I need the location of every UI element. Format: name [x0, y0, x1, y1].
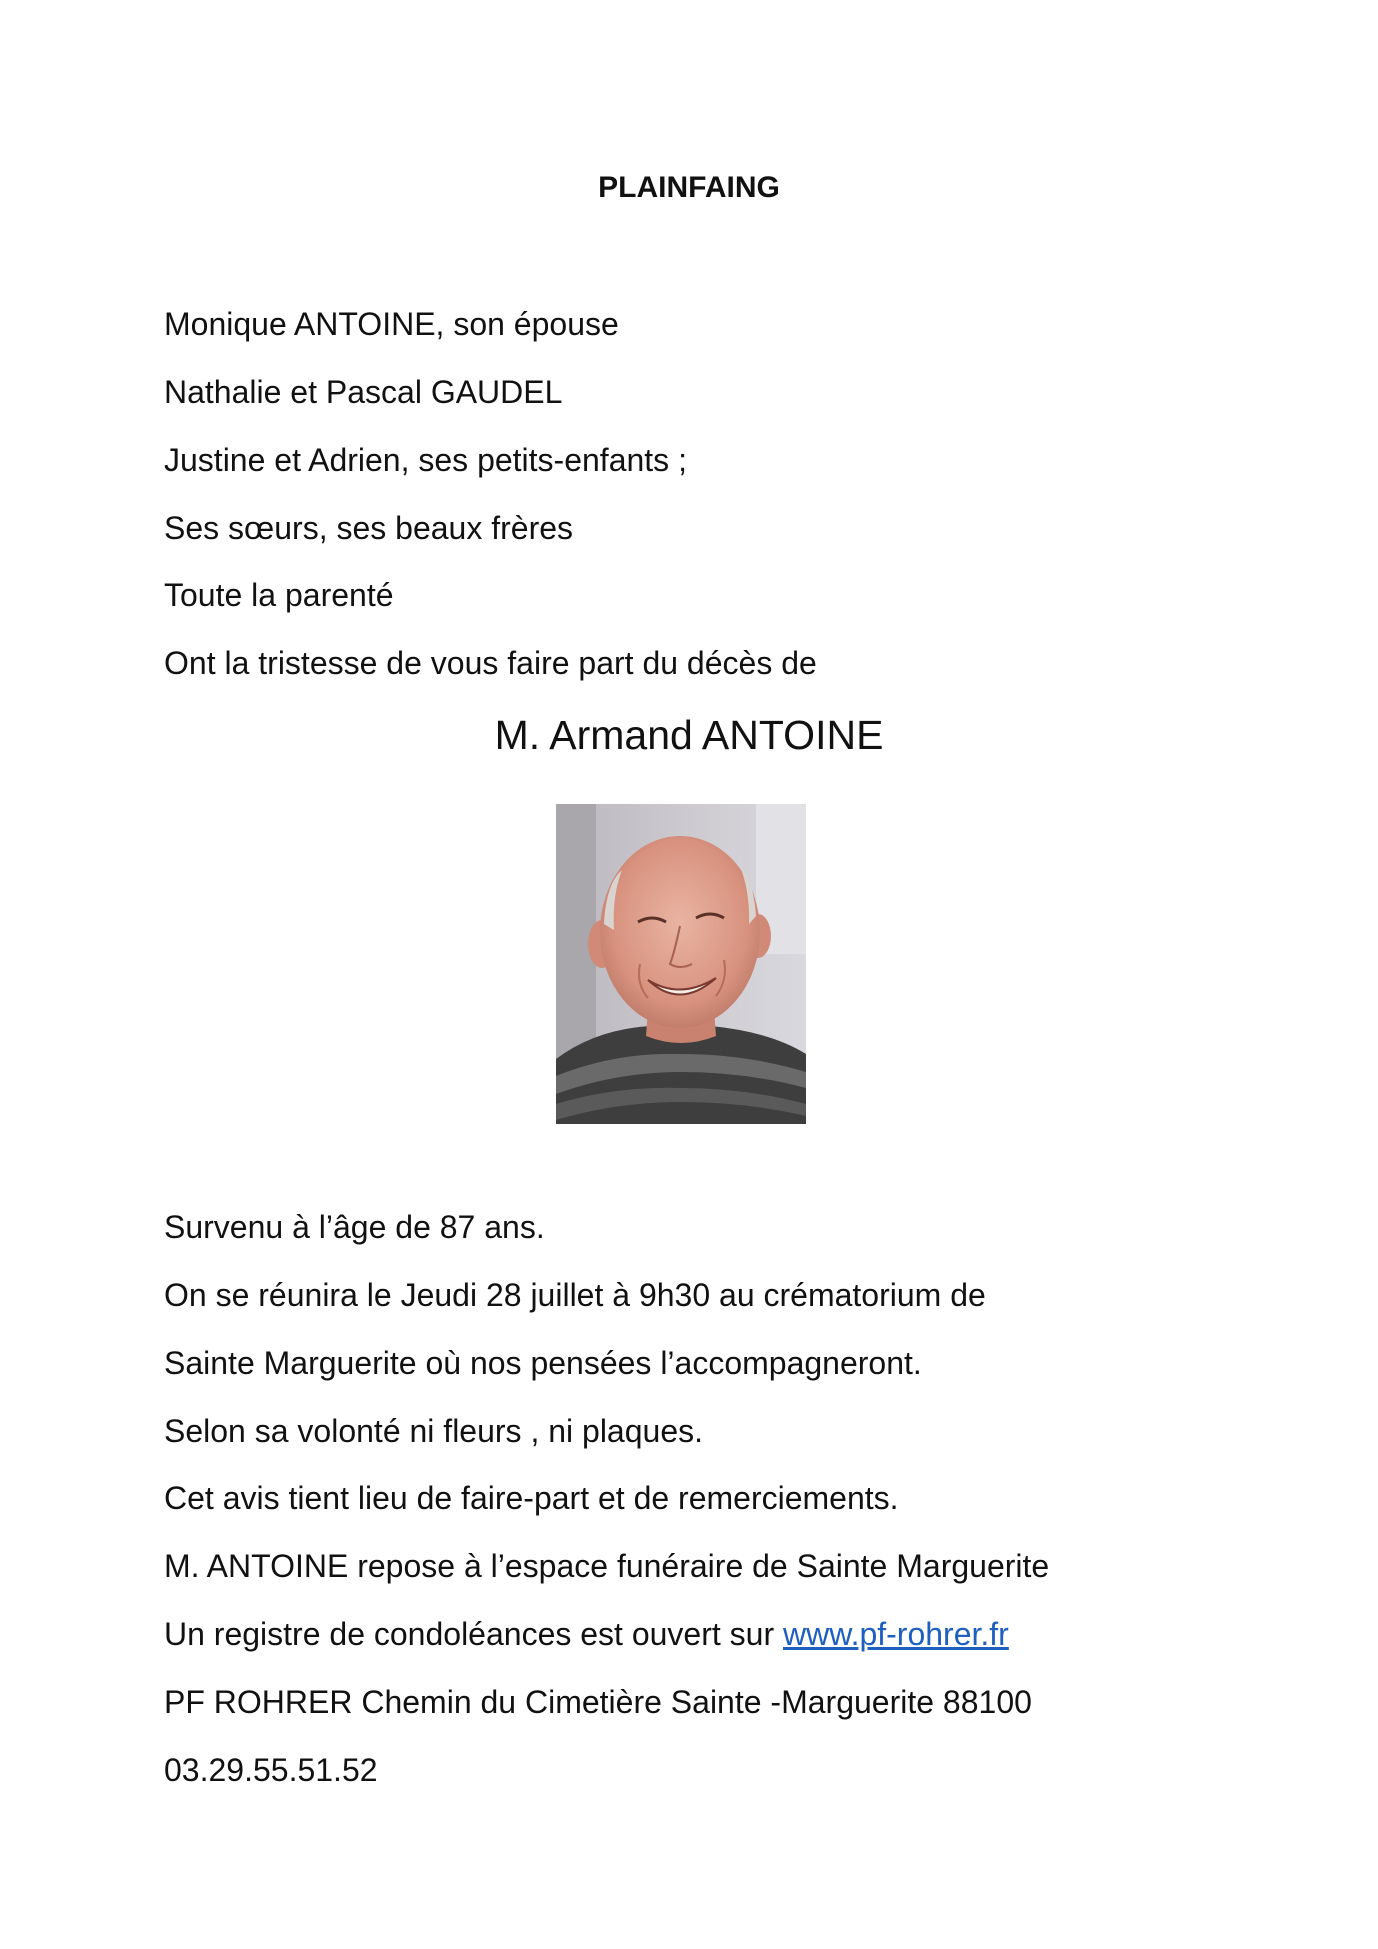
town-heading: PLAINFAING — [598, 171, 780, 204]
ceremony-line-1: On se réunira le Jeudi 28 juillet à 9h30 au crématorium de — [164, 1277, 986, 1313]
family-line-children: Nathalie et Pascal GAUDEL — [164, 374, 563, 410]
family-line-spouse: Monique ANTOINE, son épouse — [164, 306, 619, 342]
family-line-grandchildren: Justine et Adrien, ses petits-enfants ; — [164, 442, 687, 478]
address-line: PF ROHRER Chemin du Cimetière Sainte -Marguerite 88100 — [164, 1684, 1032, 1720]
register-line — [164, 1614, 1009, 1654]
announcement-line: Ont la tristesse de vous faire part du décès de — [164, 645, 817, 681]
family-line-relatives: Toute la parenté — [164, 577, 394, 613]
portrait-photo — [556, 804, 806, 1124]
condolences-link[interactable]: www.pf-rohrer.fr — [783, 1616, 1009, 1652]
register-prefix: Un registre de condoléances est ouvert sur — [164, 1616, 775, 1652]
notice-line: Cet avis tient lieu de faire-part et de remerciements. — [164, 1480, 899, 1516]
ceremony-line-2: Sainte Marguerite où nos pensées l’accompagneront. — [164, 1345, 922, 1381]
family-line-siblings: Ses sœurs, ses beaux frères — [164, 510, 574, 546]
phone-number: 03.29.55.51.52 — [164, 1752, 378, 1788]
wishes-line: Selon sa volonté ni fleurs , ni plaques. — [164, 1413, 703, 1449]
age-line: Survenu à l’âge de 87 ans. — [164, 1209, 545, 1245]
rest-line: M. ANTOINE repose à l’espace funéraire de Sainte Marguerite — [164, 1548, 1050, 1584]
deceased-name: M. Armand ANTOINE — [494, 712, 884, 758]
